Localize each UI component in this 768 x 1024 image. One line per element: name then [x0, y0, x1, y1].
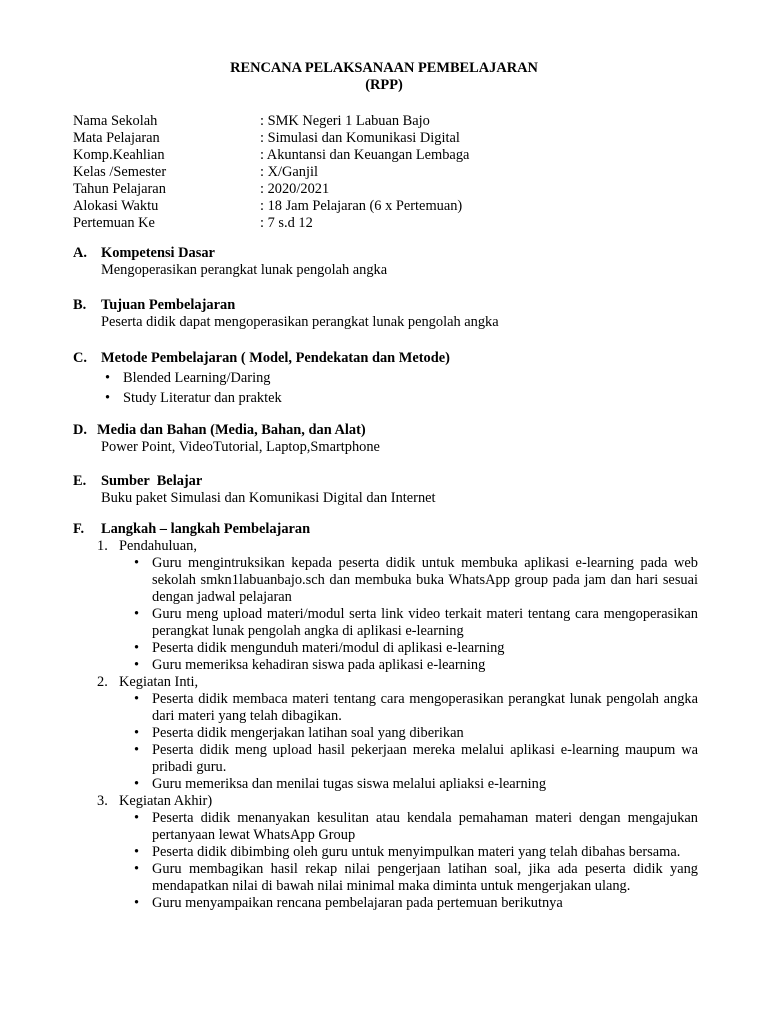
bullet-icon: •	[134, 810, 140, 826]
info-value: : SMK Negeri 1 Labuan Bajo	[260, 113, 430, 129]
document-title: RENCANA PELAKSANAAN PEMBELAJARAN	[230, 60, 538, 76]
section-letter: D.	[73, 422, 87, 438]
list-item-text: Peserta didik dibimbing oleh guru untuk menyimpulkan materi yang telah dibahas bersama.	[152, 844, 681, 860]
list-item-text: Guru meng upload materi/modul serta link video terkait materi tentang cara mengoperasikan perangkat lunak pengolah angka di aplikasi e-learning	[152, 606, 698, 639]
info-row	[73, 181, 469, 198]
list-item-text: Peserta didik menanyakan kesulitan atau kendala pemahaman materi dengan mengajukan pertanyaan lewat WhatsApp Group	[152, 810, 698, 843]
info-value: : Simulasi dan Komunikasi Digital	[260, 130, 460, 146]
list-item	[73, 390, 698, 407]
info-value: : 2020/2021	[260, 181, 330, 197]
document-subtitle: (RPP)	[365, 77, 403, 93]
bullet-icon: •	[134, 555, 140, 571]
info-label: Nama Sekolah	[73, 113, 158, 129]
bullet-icon: •	[105, 390, 111, 406]
list-item	[116, 691, 698, 725]
info-value: : 7 s.d 12	[260, 215, 313, 231]
bullet-icon: •	[134, 725, 140, 741]
method-list	[73, 370, 698, 407]
step-title: Pendahuluan,	[119, 538, 197, 554]
bullet-icon: •	[134, 776, 140, 792]
list-item	[116, 810, 698, 844]
info-label: Komp.Keahlian	[73, 147, 165, 163]
section-sumber-belajar	[73, 473, 698, 507]
section-title: Kompetensi Dasar	[101, 245, 215, 261]
info-label: Kelas /Semester	[73, 164, 167, 180]
bullet-icon: •	[134, 606, 140, 622]
step-items	[73, 555, 698, 674]
section-kompetensi-dasar	[73, 245, 698, 279]
step-heading	[73, 538, 698, 555]
section-langkah-pembelajaran	[73, 521, 698, 912]
bullet-icon: •	[134, 640, 140, 656]
list-item-text: Guru mengintruksikan kepada peserta didik untuk membuka aplikasi e-learning pada web sekolah smkn1labuanbajo.sch dan membuka buka WhatsApp group pada jam dan hari sesuai dengan jadwal pelajaran	[152, 555, 698, 605]
identity-table	[73, 113, 469, 232]
list-item-text: Guru memeriksa dan menilai tugas siswa melalui apliaksi e-learning	[152, 776, 547, 792]
bullet-icon: •	[134, 895, 140, 911]
list-item	[116, 742, 698, 776]
list-item	[116, 606, 698, 640]
list-item	[116, 776, 698, 793]
list-item	[116, 895, 698, 912]
list-item-text: Peserta didik mengunduh materi/modul di aplikasi e-learning	[152, 640, 505, 656]
section-body: Buku paket Simulasi dan Komunikasi Digital dan Internet	[101, 490, 436, 506]
info-row	[73, 198, 469, 215]
section-title: Sumber Belajar	[101, 473, 203, 489]
info-label: Alokasi Waktu	[73, 198, 159, 214]
step-number: 2.	[97, 674, 108, 690]
bullet-icon: •	[134, 844, 140, 860]
list-item-text: Guru memeriksa kehadiran siswa pada aplikasi e-learning	[152, 657, 486, 673]
list-item-text: Guru membagikan hasil rekap nilai pengerjaan latihan soal, jika ada peserta didik yang mendapatkan nilai di bawah nilai minimal maka diminta untuk mengerjakan ulang.	[152, 861, 698, 894]
info-label: Pertemuan Ke	[73, 215, 155, 231]
section-letter: A.	[73, 245, 87, 261]
section-metode-pembelajaran	[73, 350, 698, 410]
section-title: Metode Pembelajaran ( Model, Pendekatan dan Metode)	[101, 350, 450, 366]
section-letter: E.	[73, 473, 87, 489]
list-item-text: Guru menyampaikan rencana pembelajaran pada pertemuan berikutnya	[152, 895, 563, 911]
section-media-bahan	[73, 422, 698, 456]
step-items	[73, 691, 698, 793]
list-item	[116, 725, 698, 742]
bullet-icon: •	[134, 691, 140, 707]
section-body: Power Point, VideoTutorial, Laptop,Smartphone	[101, 439, 380, 455]
info-row	[73, 130, 469, 147]
step-title: Kegiatan Akhir)	[119, 793, 213, 809]
info-label: Mata Pelajaran	[73, 130, 160, 146]
step-heading	[73, 674, 698, 691]
list-item	[116, 657, 698, 674]
info-value: : Akuntansi dan Keuangan Lembaga	[260, 147, 470, 163]
list-item	[116, 640, 698, 657]
section-title: Media dan Bahan (Media, Bahan, dan Alat)	[97, 422, 366, 438]
section-body: Peserta didik dapat mengoperasikan perangkat lunak pengolah angka	[101, 314, 499, 330]
info-row	[73, 147, 469, 164]
list-item	[73, 370, 698, 387]
list-item	[116, 844, 698, 861]
info-row	[73, 164, 469, 181]
section-tujuan-pembelajaran	[73, 297, 698, 331]
info-value: : X/Ganjil	[260, 164, 318, 180]
section-letter: F.	[73, 521, 85, 537]
info-value: : 18 Jam Pelajaran (6 x Pertemuan)	[260, 198, 463, 214]
list-item-text: Peserta didik meng upload hasil pekerjaan mereka melalui aplikasi e-learning maupum wa pribadi guru.	[152, 742, 698, 775]
list-item	[116, 861, 698, 895]
step-number: 3.	[97, 793, 108, 809]
step-number: 1.	[97, 538, 108, 554]
info-row	[73, 215, 469, 232]
section-letter: C.	[73, 350, 87, 366]
step-items	[73, 810, 698, 912]
step-heading	[73, 793, 698, 810]
step-title: Kegiatan Inti,	[119, 674, 199, 690]
section-body: Mengoperasikan perangkat lunak pengolah angka	[101, 262, 388, 278]
bullet-icon: •	[134, 742, 140, 758]
list-item-text: Blended Learning/Daring	[123, 370, 271, 386]
info-row	[73, 113, 469, 130]
list-item-text: Peserta didik mengerjakan latihan soal yang diberikan	[152, 725, 464, 741]
info-label: Tahun Pelajaran	[73, 181, 166, 197]
section-letter: B.	[73, 297, 87, 313]
list-item-text: Peserta didik membaca materi tentang cara mengoperasikan perangkat lunak pengolah angka dari materi yang telah dibagikan.	[152, 691, 698, 724]
list-item	[116, 555, 698, 606]
section-title: Langkah – langkah Pembelajaran	[101, 521, 311, 537]
bullet-icon: •	[134, 657, 140, 673]
bullet-icon: •	[134, 861, 140, 877]
bullet-icon: •	[105, 370, 111, 386]
steps-list	[73, 538, 698, 912]
section-title: Tujuan Pembelajaran	[101, 297, 236, 313]
list-item-text: Study Literatur dan praktek	[123, 390, 282, 406]
